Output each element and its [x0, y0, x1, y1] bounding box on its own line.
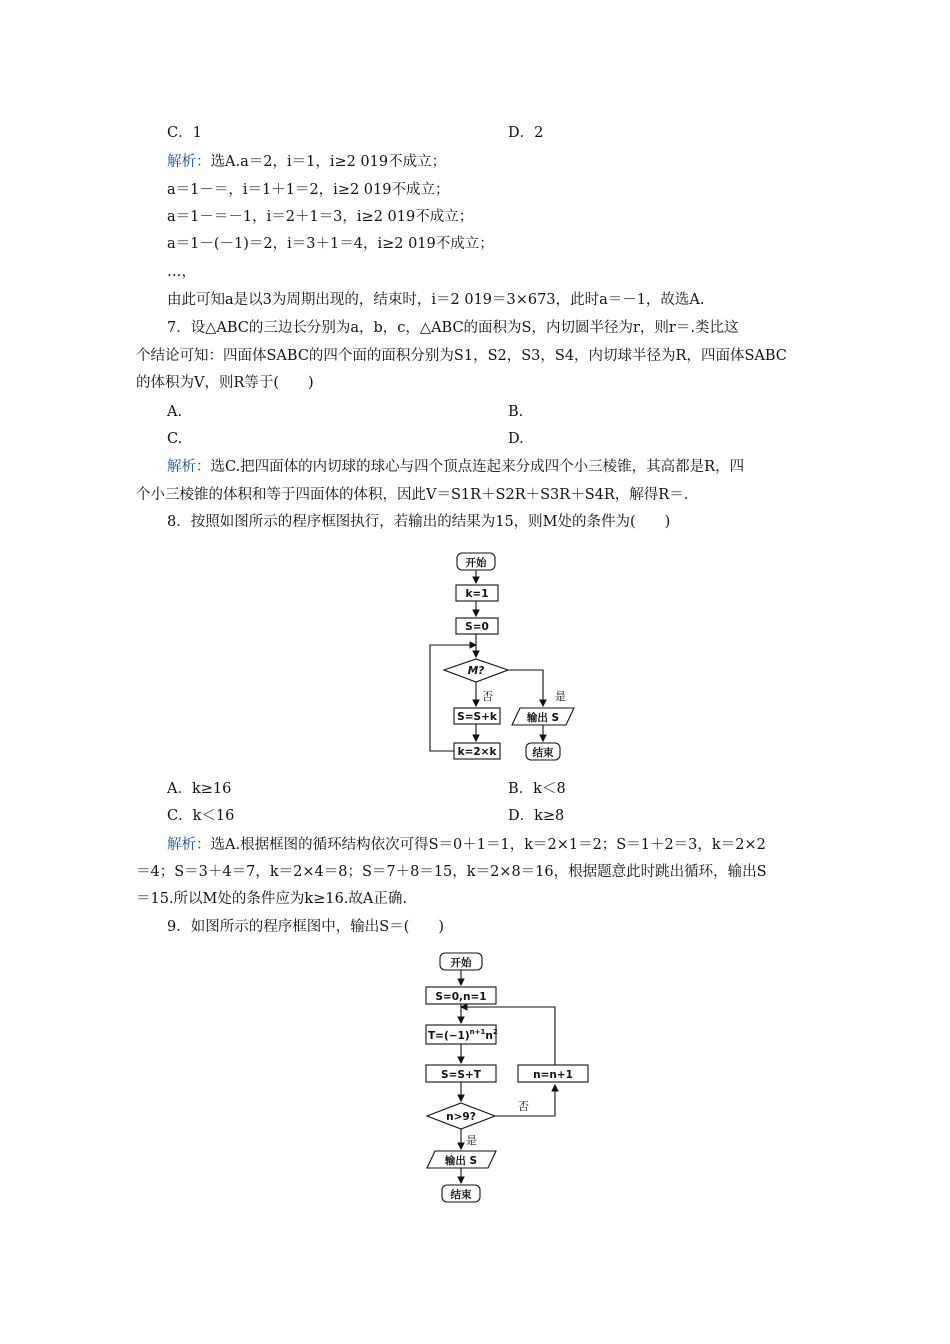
- q7-stem-line-3: 的体积为V，则R等于( ): [136, 375, 314, 391]
- q7-option-c: C.: [167, 431, 183, 447]
- q7-solution-line-1: [167, 457, 887, 477]
- q9-start-text: 开始: [450, 957, 472, 969]
- q6-solution-line-2: a＝1－＝，i＝1＋1＝2，i≥2 019不成立；: [167, 182, 450, 198]
- q6-solution-line-5: …，: [167, 264, 196, 280]
- q8-end-text: 结束: [532, 747, 554, 759]
- q6-solution-line-6: 由此可知a是以3为周期出现的，结束时，i＝2 019＝3×673，此时a＝－1，故选A.: [167, 292, 705, 308]
- q8-start-text: 开始: [465, 557, 487, 569]
- q9-no-label: 否: [518, 1100, 529, 1113]
- q8-stem: 8．按照如图所示的程序框图执行，若输出的结果为15，则M处的条件为( ): [167, 514, 671, 530]
- q8-decision-text: M?: [467, 665, 485, 677]
- q7-option-b: B.: [508, 404, 524, 420]
- q8-option-a: A．k≥16: [167, 781, 232, 797]
- q7-stem-line-1: 7．设△ABC的三边长分别为a，b，c，△ABC的面积为S，内切圆半径为r，则r＝.类比这: [167, 320, 739, 336]
- q9-stem: 9．如图所示的程序框图中，输出S＝( ): [167, 919, 444, 935]
- q7-option-d: D.: [508, 431, 524, 447]
- q9-output-text: 输出 S: [444, 1155, 478, 1167]
- q8-option-c: C．k＜16: [167, 808, 235, 824]
- q8-option-d: D．k≥8: [508, 808, 565, 824]
- solution-label: 解析：: [167, 154, 211, 170]
- q7-solution-line-2: 个小三棱锥的体积和等于四面体的体积，因此V＝S1R＋S2R＋S3R＋S4R，解得R＝.: [136, 487, 689, 503]
- q6-option-d: D．2: [508, 125, 544, 141]
- q6-solution-line-1: [167, 152, 887, 172]
- q9-yes-label: 是: [466, 1134, 477, 1147]
- q9-init-text: S=0,n=1: [435, 991, 487, 1003]
- q8-k-init-text: k=1: [465, 588, 489, 600]
- q8-yes-label: 是: [555, 690, 566, 703]
- q9-update-n-text: n=n+1: [533, 1069, 573, 1081]
- q8-output-text: 输出 S: [526, 712, 560, 724]
- q8-update-s-text: S=S+k: [457, 711, 497, 723]
- q7-stem-line-2: 个结论可知：四面体SABC的四个面的面积分别为S1，S2，S3，S4，内切球半径为R，四面体SABC: [136, 348, 787, 364]
- solution-label: 解析：: [167, 837, 211, 853]
- q8-update-k-text: k=2×k: [457, 746, 497, 758]
- q8-s-init-text: S=0: [465, 621, 489, 633]
- q6-option-c: C．1: [167, 125, 202, 141]
- q6-solution-line-3: a＝1－＝－1，i＝2＋1＝3，i≥2 019不成立；: [167, 209, 474, 225]
- q8-solution-line-3: ＝15.所以M处的条件应为k≥16.故A正确.: [136, 891, 407, 907]
- q8-solution-line-2: ＝4；S＝3＋4＝7，k＝2×4＝8；S＝7＋8＝15，k＝2×8＝16，根据题意此时跳出循环，输出S: [136, 864, 767, 880]
- q9-update-s-text: S=S+T: [441, 1069, 481, 1081]
- q9-t-assign-text: $T=(-1)^{n+1}n^2$: [428, 1028, 498, 1042]
- q9-decision-text: n>9?: [446, 1111, 476, 1123]
- q6-solution-line-4: a＝1－(－1)＝2，i＝3＋1＝4，i≥2 019不成立；: [167, 236, 494, 252]
- q8-flowchart: [420, 545, 600, 770]
- solution-text: 选A.根据框图的循环结构依次可得S＝0＋1＝1，k＝2×1＝2；S＝1＋2＝3，k＝2×2: [210, 837, 766, 853]
- q7-option-a: A.: [167, 404, 183, 420]
- q9-flowchart: [400, 945, 600, 1210]
- q9-end-text: 结束: [450, 1189, 472, 1201]
- q8-option-b: B．k＜8: [508, 781, 566, 797]
- q8-solution-line-1: [167, 835, 887, 855]
- solution-text: 选A.a＝2，i＝1，i≥2 019不成立；: [210, 154, 447, 170]
- solution-label: 解析：: [167, 459, 211, 475]
- solution-text: 选C.把四面体的内切球的球心与四个顶点连起来分成四个小三棱锥，其高都是R，四: [210, 459, 745, 475]
- q8-no-label: 否: [482, 690, 493, 703]
